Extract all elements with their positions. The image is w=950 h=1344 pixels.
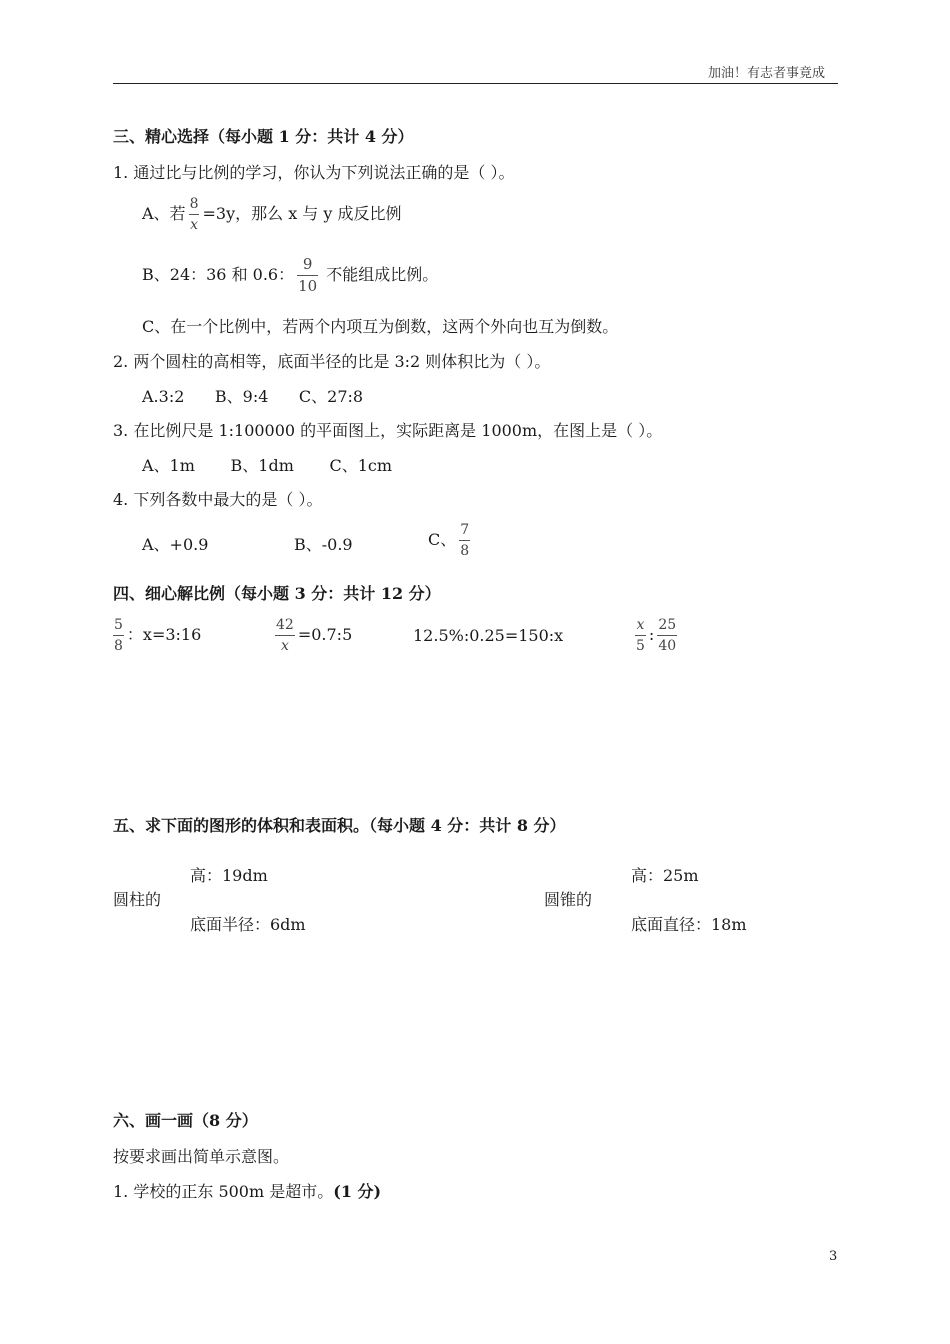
q1-option-b [142,256,438,295]
cylinder-radius: 底面半径：6dm [190,915,306,934]
p2-fraction [275,617,295,654]
p4-colon: : [648,625,655,644]
q4-c-prefix: C、 [428,530,457,549]
q1-b-fraction [297,256,318,295]
q1-a-suffix: =3y，那么 x 与 y 成反比例 [202,204,402,223]
p4-fraction-2 [657,617,677,654]
p4-numerator-1: x [636,617,645,633]
q4-stem: 4. 下列各数中最大的是（ ）。 [113,490,323,509]
p1-denominator: 8 [114,638,123,654]
proportion-3: 12.5%:0.25=150:x [413,626,564,645]
section4-title: 四、细心解比例（每小题 3 分：共计 12 分） [113,584,441,603]
proportion-2 [272,617,352,654]
proportion-1 [113,617,201,654]
q4-option-c [428,522,473,559]
q3-options: A、1m B、1dm C、1cm [142,456,393,475]
section6-title: 六、画一画（8 分） [113,1111,258,1130]
q1-b-suffix: 不能组成比例。 [326,265,439,284]
p4-denominator-2: 40 [658,638,677,654]
q1-b-prefix: B、24：36 和 0.6： [142,265,295,284]
q1-b-numerator: 9 [302,255,313,273]
cone-height: 高：25m [631,866,699,885]
q1-option-a [142,196,402,233]
q1-stem: 1. 通过比与比例的学习，你认为下列说法正确的是（ ）。 [113,163,515,182]
q3-stem: 3. 在比例尺是 1:100000 的平面图上，实际距离是 1000m，在图上是（ ）。 [113,421,663,440]
cylinder-height: 高：19dm [190,866,268,885]
section6-intro: 按要求画出简单示意图。 [113,1147,290,1166]
q1-a-fraction [189,196,200,233]
q1-option-c: C、在一个比例中，若两个内项互为倒数，这两个外向也互为倒数。 [142,317,619,336]
q1-a-numerator: 8 [189,196,199,212]
q1-a-prefix: A、若 [142,204,186,223]
q2-stem: 2. 两个圆柱的高相等，底面半径的比是 3:2 则体积比为（ ）。 [113,352,551,371]
q1-b-denominator: 10 [298,277,318,295]
proportion-4 [632,617,680,654]
p1-suffix: ：x=3:16 [126,625,202,644]
p1-fraction [113,617,124,654]
s6-q1 [113,1179,381,1202]
section3-title: 三、精心选择（每小题 1 分：共计 4 分） [113,127,414,146]
page-number: 3 [829,1249,838,1264]
p4-numerator-2: 25 [658,617,677,633]
header-rule [113,83,838,84]
cylinder-label: 圆柱的 [113,890,162,909]
q4-c-fraction [459,522,470,559]
s6-q1-score: (1 分) [333,1182,382,1201]
p2-denominator: x [280,638,289,654]
q4-option-b: B、-0.9 [294,535,353,554]
header-motto: 加油！有志者事竟成 [708,66,826,81]
p4-fraction-1 [635,617,646,654]
p2-numerator: 42 [276,617,294,633]
q4-c-numerator: 7 [460,522,470,538]
q2-options: A.3:2 B、9:4 C、27:8 [142,387,364,406]
q1-a-denominator: x [190,217,198,233]
cone-diameter: 底面直径：18m [631,915,747,934]
cone-label: 圆锥的 [544,890,593,909]
q4-option-a: A、+0.9 [142,535,209,554]
p1-numerator: 5 [114,617,123,633]
p2-suffix: =0.7:5 [297,625,353,644]
p4-denominator-1: 5 [636,638,645,654]
q4-c-denominator: 8 [460,543,470,559]
section5-title: 五、求下面的图形的体积和表面积。（每小题 4 分：共计 8 分） [113,816,566,835]
s6-q1-text: 1. 学校的正东 500m 是超市。 [113,1182,334,1201]
